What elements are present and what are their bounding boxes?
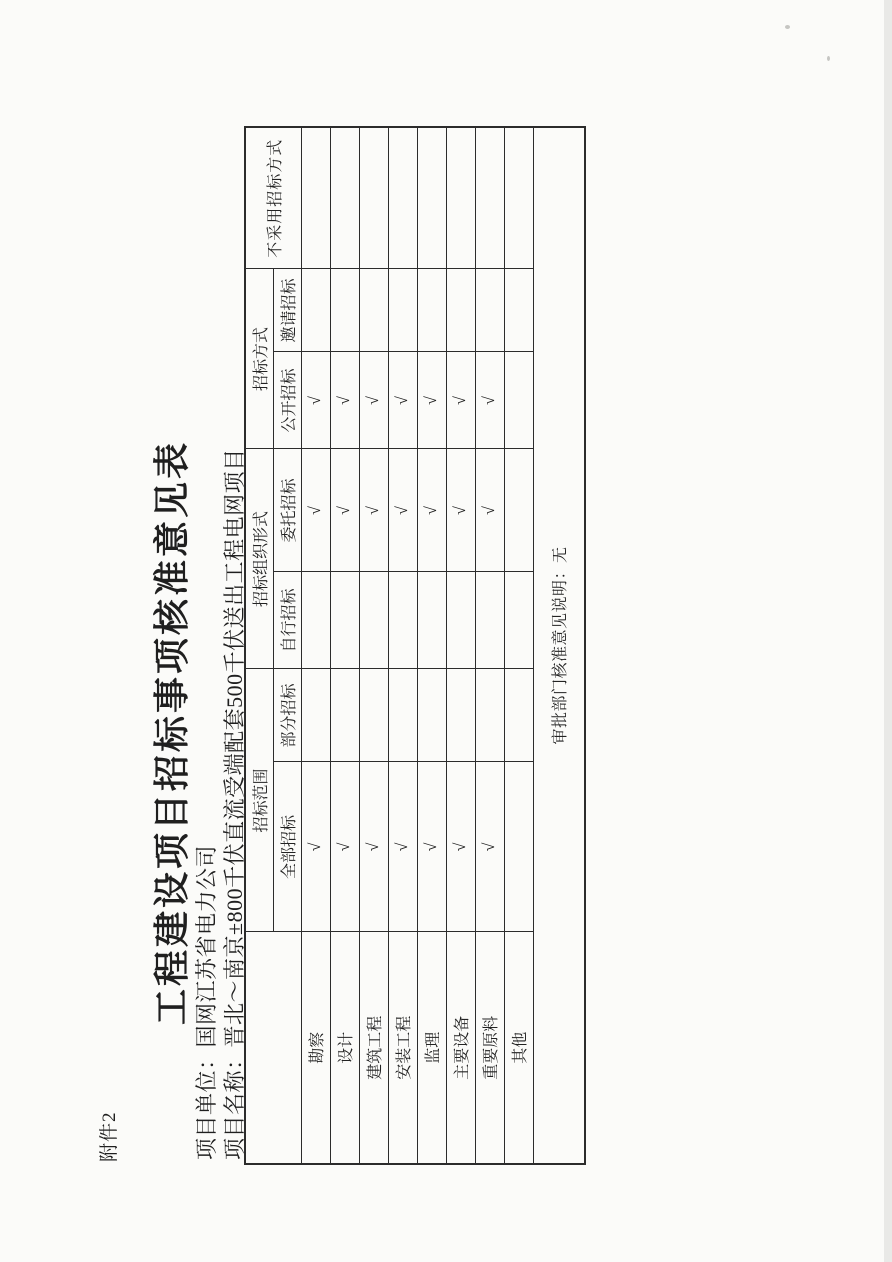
empty-cell bbox=[504, 669, 533, 762]
approval-table bbox=[244, 126, 586, 1165]
row-label: 监理 bbox=[417, 932, 446, 1164]
approval-table-body bbox=[301, 127, 585, 1164]
sub-header-open-bidding: 公开招标 bbox=[273, 352, 301, 449]
table-row bbox=[301, 127, 330, 1164]
table-row bbox=[330, 127, 359, 1164]
empty-cell bbox=[359, 269, 388, 352]
project-unit-value: 国网江苏省电力公司 bbox=[194, 844, 219, 1048]
project-name-value: 晋北～南京±800千伏直流受端配套500千伏送出工程电网项目 bbox=[222, 448, 247, 1048]
table-row bbox=[417, 127, 446, 1164]
check-mark-cell: √ bbox=[417, 352, 446, 449]
table-row bbox=[359, 127, 388, 1164]
empty-cell bbox=[446, 127, 475, 269]
empty-cell bbox=[301, 127, 330, 269]
check-mark-cell: √ bbox=[417, 762, 446, 932]
empty-cell bbox=[475, 572, 504, 669]
sub-header-self-bidding: 自行招标 bbox=[273, 572, 301, 669]
check-mark-cell: √ bbox=[446, 352, 475, 449]
row-label: 安装工程 bbox=[388, 932, 417, 1164]
corner-cell bbox=[245, 932, 301, 1164]
empty-cell bbox=[417, 127, 446, 269]
check-mark-cell: √ bbox=[359, 762, 388, 932]
check-mark-cell: √ bbox=[301, 352, 330, 449]
empty-cell bbox=[504, 762, 533, 932]
check-mark-cell: √ bbox=[359, 352, 388, 449]
empty-cell bbox=[388, 269, 417, 352]
empty-cell bbox=[504, 449, 533, 572]
check-mark-cell: √ bbox=[301, 762, 330, 932]
sub-header-partial-bidding: 部分招标 bbox=[273, 669, 301, 762]
row-label: 主要设备 bbox=[446, 932, 475, 1164]
empty-cell bbox=[504, 127, 533, 269]
table-row bbox=[388, 127, 417, 1164]
attachment-label: 附件2 bbox=[99, 1111, 120, 1162]
empty-cell bbox=[301, 572, 330, 669]
check-mark-cell: √ bbox=[388, 762, 417, 932]
empty-cell bbox=[330, 669, 359, 762]
empty-cell bbox=[475, 269, 504, 352]
check-mark-cell: √ bbox=[359, 449, 388, 572]
check-mark-cell: √ bbox=[330, 449, 359, 572]
empty-cell bbox=[446, 269, 475, 352]
approval-note-cell: 审批部门核准意见说明：无 bbox=[533, 127, 585, 1164]
sub-header-entrusted-bidding: 委托招标 bbox=[273, 449, 301, 572]
check-mark-cell: √ bbox=[475, 449, 504, 572]
empty-cell bbox=[417, 669, 446, 762]
empty-cell bbox=[446, 669, 475, 762]
group-header-bid-method: 招标方式 bbox=[245, 269, 273, 449]
project-name-label: 项目名称： bbox=[222, 1047, 247, 1160]
empty-cell bbox=[359, 127, 388, 269]
empty-cell bbox=[330, 572, 359, 669]
check-mark-cell: √ bbox=[330, 762, 359, 932]
row-label: 其他 bbox=[504, 932, 533, 1164]
group-header-row bbox=[245, 127, 273, 1164]
row-label: 建筑工程 bbox=[359, 932, 388, 1164]
empty-cell bbox=[330, 269, 359, 352]
empty-cell bbox=[330, 127, 359, 269]
sub-header-full-bidding: 全部招标 bbox=[273, 762, 301, 932]
empty-cell bbox=[417, 269, 446, 352]
empty-cell bbox=[475, 669, 504, 762]
empty-cell bbox=[359, 669, 388, 762]
check-mark-cell: √ bbox=[388, 352, 417, 449]
check-mark-cell: √ bbox=[388, 449, 417, 572]
table-row bbox=[446, 127, 475, 1164]
check-mark-cell: √ bbox=[330, 352, 359, 449]
empty-cell bbox=[446, 572, 475, 669]
empty-cell bbox=[504, 572, 533, 669]
sub-header-invited-bidding: 邀请招标 bbox=[273, 269, 301, 352]
check-mark-cell: √ bbox=[301, 449, 330, 572]
empty-cell bbox=[388, 127, 417, 269]
table-row bbox=[504, 127, 533, 1164]
empty-cell bbox=[388, 669, 417, 762]
check-mark-cell: √ bbox=[475, 352, 504, 449]
row-label: 勘察 bbox=[301, 932, 330, 1164]
empty-cell bbox=[301, 669, 330, 762]
group-header-bid-scope: 招标范围 bbox=[245, 669, 273, 932]
group-header-no-bidding: 不采用招标方式 bbox=[245, 127, 301, 269]
empty-cell bbox=[475, 127, 504, 269]
project-unit-label: 项目单位： bbox=[194, 1047, 219, 1160]
page-title: 工程建设项目招标事项核准意见表 bbox=[152, 439, 192, 1025]
project-unit-line bbox=[190, 845, 221, 1160]
empty-cell bbox=[359, 572, 388, 669]
table-row bbox=[475, 127, 504, 1164]
row-label: 重要原料 bbox=[475, 932, 504, 1164]
group-header-org-form: 招标组织形式 bbox=[245, 449, 273, 669]
empty-cell bbox=[504, 269, 533, 352]
check-mark-cell: √ bbox=[475, 762, 504, 932]
empty-cell bbox=[301, 269, 330, 352]
check-mark-cell: √ bbox=[417, 449, 446, 572]
empty-cell bbox=[417, 572, 446, 669]
row-label: 设计 bbox=[330, 932, 359, 1164]
empty-cell bbox=[504, 352, 533, 449]
approval-note-row bbox=[533, 127, 585, 1164]
empty-cell bbox=[388, 572, 417, 669]
check-mark-cell: √ bbox=[446, 762, 475, 932]
check-mark-cell: √ bbox=[446, 449, 475, 572]
